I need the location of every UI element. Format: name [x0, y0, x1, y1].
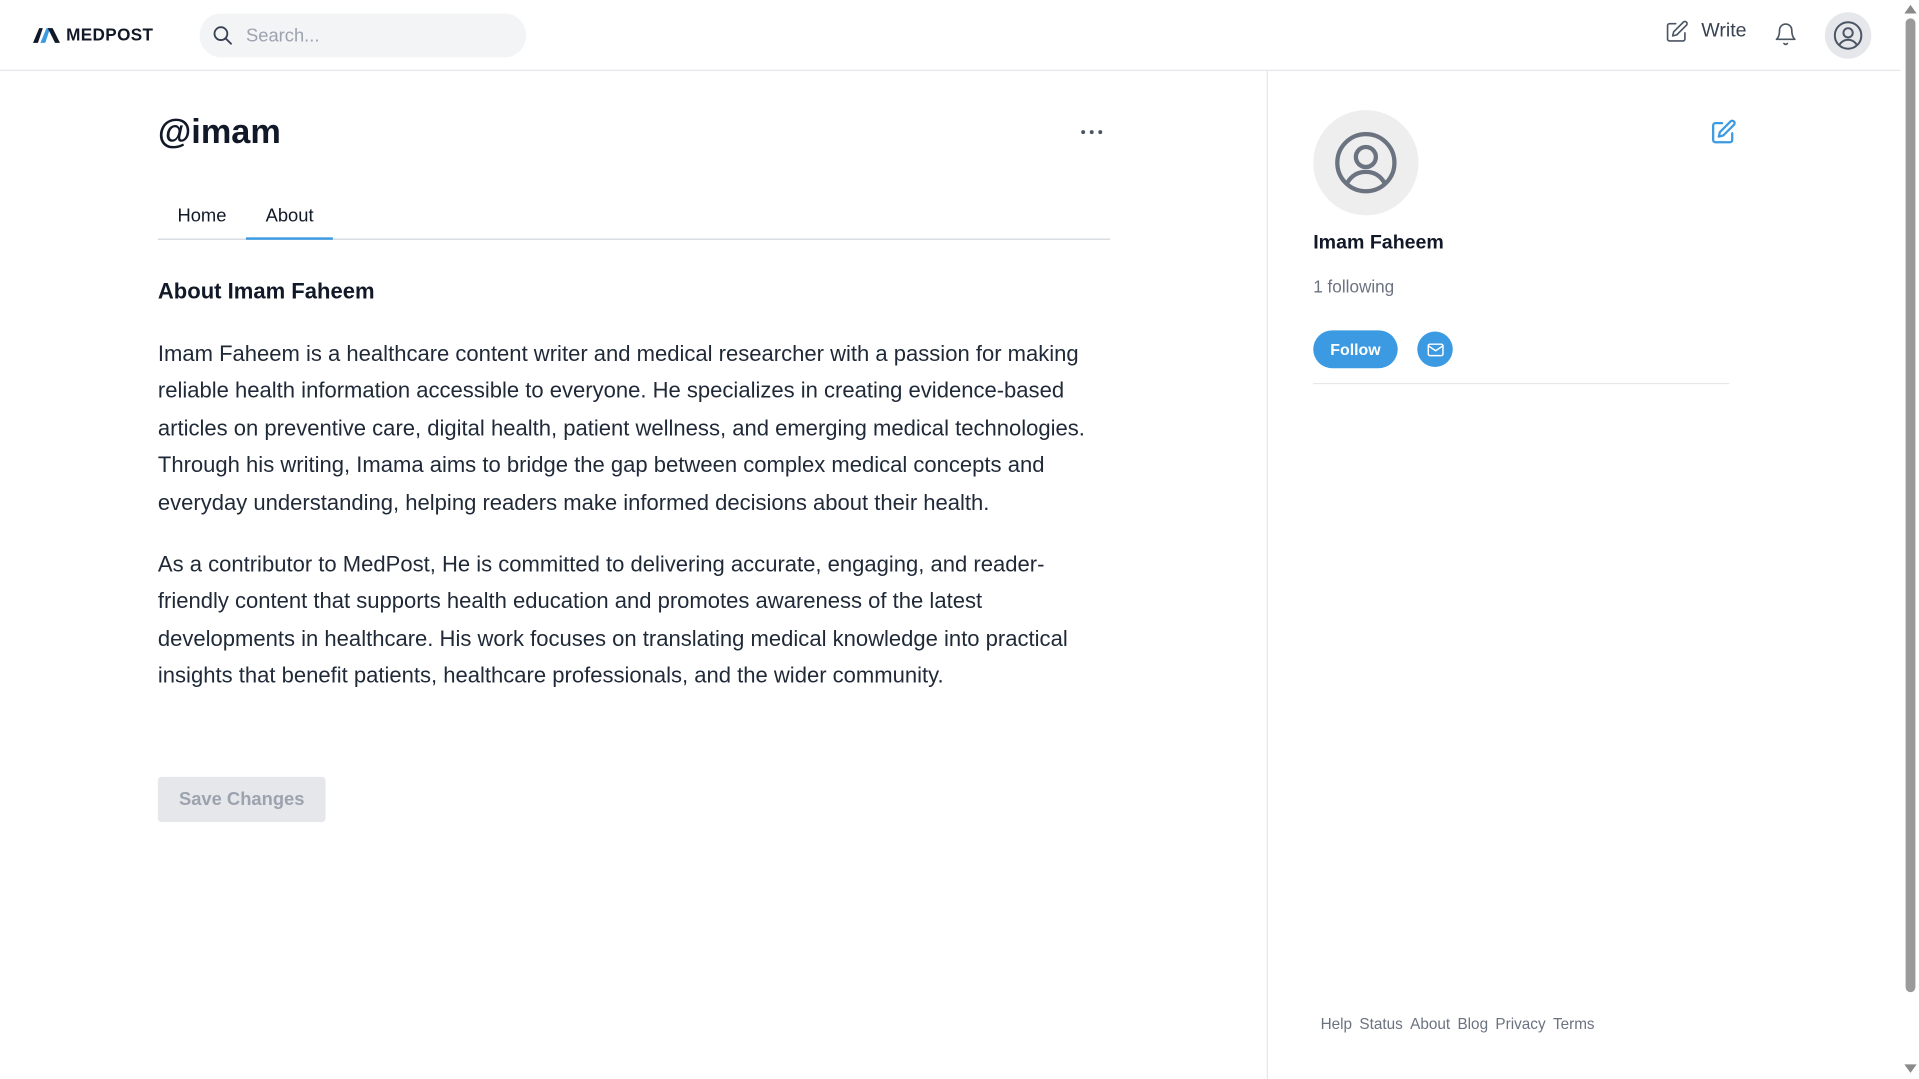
search-bar[interactable] — [199, 13, 526, 57]
footer-link-terms[interactable]: Terms — [1552, 1015, 1595, 1033]
following-count[interactable]: 1 following — [1313, 276, 1395, 297]
tab-about[interactable]: About — [246, 196, 333, 240]
footer-link-about[interactable]: About — [1410, 1015, 1451, 1033]
footer-link-blog[interactable]: Blog — [1457, 1015, 1489, 1033]
bio-paragraph: Imam Faheem is a healthcare content writer and medical researcher with a passion for making reliable health information accessible to everyone. He specializes in creating evidence-based articles on preventive care, digital health, patient wellness, and emerging medical technologies. Through his writing, Imama aims to bridge the gap between complex medical concepts and everyday understanding, helping readers make informed decisions about their health. — [157, 341, 1085, 515]
page-scrollbar[interactable] — [1901, 0, 1919, 1079]
profile-sidebar — [1267, 71, 1901, 1079]
profile-tabs — [158, 196, 1110, 240]
footer-links — [1321, 1015, 1595, 1032]
edit-icon[interactable] — [1710, 119, 1737, 146]
logo-mark-icon — [32, 22, 61, 46]
profile-name: Imam Faheem — [1313, 232, 1444, 254]
top-navbar — [0, 0, 1901, 71]
tab-home[interactable]: Home — [177, 205, 227, 227]
user-circle-icon — [1832, 20, 1864, 52]
profile-handle: @imam — [157, 112, 281, 151]
footer-link-help[interactable]: Help — [1320, 1015, 1353, 1033]
logo[interactable] — [32, 22, 154, 46]
ellipsis-icon[interactable] — [1078, 120, 1105, 144]
bio-text[interactable] — [158, 335, 1110, 719]
avatar — [1313, 110, 1418, 215]
about-heading: About Imam Faheem — [157, 278, 375, 304]
bio-paragraph: As a contributor to MedPost, He is committed to delivering accurate, engaging, and reader-friendly content that supports health education and promotes awareness of the latest developments in healthcare. His work focuses on translating medical knowledge into practical insights that benefit patients, healthcare professionals, and the wider community. — [157, 551, 1068, 688]
bell-icon[interactable] — [1773, 21, 1797, 48]
divider — [1313, 383, 1729, 384]
search-input[interactable] — [244, 24, 501, 47]
footer-link-status[interactable]: Status — [1359, 1015, 1403, 1033]
scroll-down-arrow-icon[interactable] — [1904, 1064, 1916, 1073]
search-icon — [212, 24, 234, 46]
account-menu-button[interactable] — [1825, 12, 1872, 58]
follow-button[interactable]: Follow — [1313, 330, 1397, 368]
mail-icon — [1425, 339, 1445, 359]
write-button[interactable] — [1665, 20, 1747, 44]
scroll-up-arrow-icon[interactable] — [1904, 5, 1916, 14]
scrollbar-thumb[interactable] — [1906, 18, 1916, 992]
write-label: Write — [1701, 20, 1747, 42]
user-circle-icon — [1332, 128, 1401, 197]
save-changes-button[interactable]: Save Changes — [158, 777, 326, 822]
pencil-square-icon — [1665, 20, 1689, 44]
logo-text: MEDPOST — [66, 24, 154, 45]
message-button[interactable] — [1417, 332, 1452, 367]
footer-link-privacy[interactable]: Privacy — [1495, 1015, 1546, 1033]
